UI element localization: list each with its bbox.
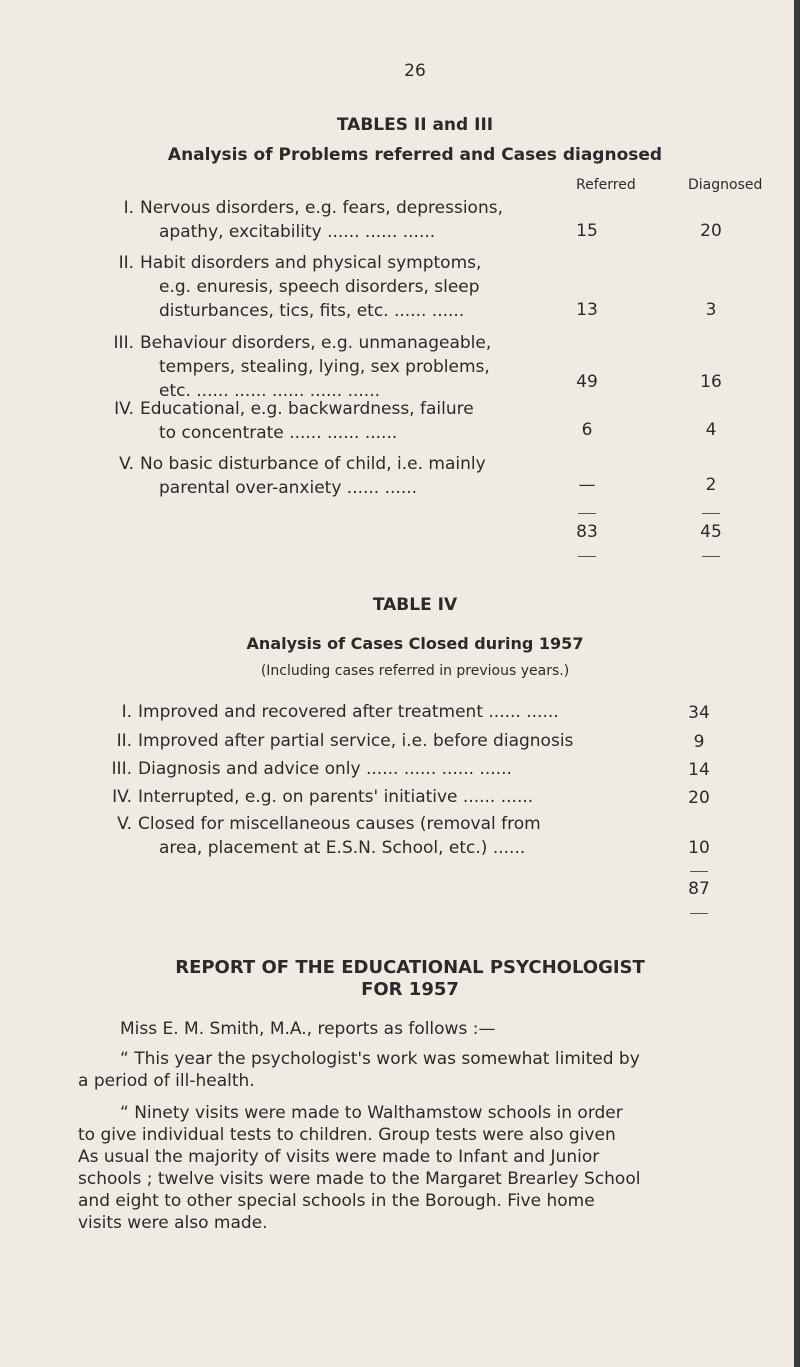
referred-value: 15 — [576, 221, 598, 241]
row-numeral: I. — [123, 198, 134, 218]
report-title-year: FOR 1957 — [361, 979, 459, 1000]
table-row — [100, 251, 560, 323]
table-iv-note: (Including cases referred in previous years.) — [260, 663, 570, 679]
row-text: Diagnosis and advice only ...... ...... ...... ...... — [138, 759, 512, 779]
total-diagnosed: 45 — [700, 522, 722, 542]
row-text: disturbances, tics, fits, etc. ...... ...... — [159, 301, 465, 321]
row-numeral: V. — [117, 814, 132, 834]
total-rule — [702, 513, 720, 514]
referred-value: 49 — [576, 372, 598, 392]
report-title: REPORT OF THE EDUCATIONAL PSYCHOLOGIST — [175, 957, 645, 978]
diagnosed-value: 16 — [700, 372, 722, 392]
table-row — [98, 757, 658, 781]
diagnosed-value: 3 — [705, 300, 717, 320]
page-edge — [794, 0, 800, 1367]
report-text-line: and eight to other special schools in the Borough. Five home — [78, 1191, 595, 1211]
row-text: e.g. enuresis, speech disorders, sleep — [159, 277, 480, 297]
report-text-line: “ This year the psychologist's work was somewhat limited by — [120, 1049, 640, 1069]
column-header-referred: Referred — [576, 177, 636, 193]
closed-value: 10 — [688, 838, 710, 858]
row-numeral: IV. — [114, 399, 134, 419]
row-text: apathy, excitability ...... ...... ...... — [159, 222, 436, 242]
table-row — [98, 729, 658, 753]
row-numeral: III. — [113, 333, 134, 353]
row-text: area, placement at E.S.N. School, etc.) ...... — [159, 838, 526, 858]
row-text: to concentrate ...... ...... ...... — [159, 423, 398, 443]
page-number: 26 — [404, 61, 426, 81]
row-numeral: II. — [116, 731, 132, 751]
table-row — [100, 397, 560, 445]
referred-value: 13 — [576, 300, 598, 320]
row-text: Interrupted, e.g. on parents' initiative ...... ...... — [138, 787, 534, 807]
total-rule — [690, 913, 708, 914]
table-row — [98, 785, 658, 809]
row-text: Improved after partial service, i.e. before diagnosis — [138, 731, 574, 751]
row-text: Behaviour disorders, e.g. unmanageable, — [140, 333, 492, 353]
table-row — [100, 331, 560, 403]
table-iv-subtitle: Analysis of Cases Closed during 1957 — [246, 634, 584, 653]
total-rule — [702, 556, 720, 557]
referred-value: 6 — [581, 420, 593, 440]
row-text: parental over-anxiety ...... ...... — [159, 478, 418, 498]
closed-value: 34 — [688, 703, 710, 723]
referred-value: — — [578, 475, 596, 495]
table-row — [98, 700, 658, 724]
report-text-line: schools ; twelve visits were made to the Margaret Brearley School — [78, 1169, 641, 1189]
closed-value: 14 — [688, 760, 710, 780]
closed-value: 9 — [693, 732, 705, 752]
row-numeral: II. — [118, 253, 134, 273]
row-numeral: V. — [119, 454, 134, 474]
tables-ii-iii-title: TABLES II and III — [336, 115, 494, 135]
diagnosed-value: 4 — [705, 420, 717, 440]
row-text: Closed for miscellaneous causes (removal from — [138, 814, 541, 834]
report-text-line: a period of ill-health. — [78, 1071, 255, 1091]
report-text-line: As usual the majority of visits were made to Infant and Junior — [78, 1147, 600, 1167]
table-iv-total: 87 — [688, 879, 710, 899]
row-text: Educational, e.g. backwardness, failure — [140, 399, 474, 419]
row-text: Improved and recovered after treatment ...... ...... — [138, 702, 559, 722]
diagnosed-value: 2 — [705, 475, 717, 495]
row-text: etc. ...... ...... ...... ...... ...... — [159, 381, 381, 401]
row-numeral: IV. — [112, 787, 132, 807]
diagnosed-value: 20 — [700, 221, 722, 241]
column-header-diagnosed: Diagnosed — [688, 177, 763, 193]
report-text-line: to give individual tests to children. Group tests were also given — [78, 1125, 616, 1145]
row-text: Nervous disorders, e.g. fears, depressions, — [140, 198, 503, 218]
total-rule — [578, 556, 596, 557]
report-text-line: “ Ninety visits were made to Walthamstow schools in order — [120, 1103, 623, 1123]
total-rule — [690, 871, 708, 872]
total-referred: 83 — [576, 522, 598, 542]
total-rule — [578, 513, 596, 514]
row-numeral: I. — [121, 702, 132, 722]
row-text: No basic disturbance of child, i.e. mainly — [140, 454, 486, 474]
row-numeral: III. — [111, 759, 132, 779]
tables-ii-iii-subtitle: Analysis of Problems referred and Cases diagnosed — [167, 145, 663, 165]
report-text-line: visits were also made. — [78, 1213, 268, 1233]
table-iv-title: TABLE IV — [372, 595, 458, 615]
table-row — [98, 812, 658, 860]
report-intro: Miss E. M. Smith, M.A., reports as follows :— — [120, 1019, 496, 1039]
table-row — [100, 452, 560, 500]
row-text: tempers, stealing, lying, sex problems, — [159, 357, 490, 377]
row-text: Habit disorders and physical symptoms, — [140, 253, 482, 273]
closed-value: 20 — [688, 788, 710, 808]
table-row — [100, 196, 560, 244]
